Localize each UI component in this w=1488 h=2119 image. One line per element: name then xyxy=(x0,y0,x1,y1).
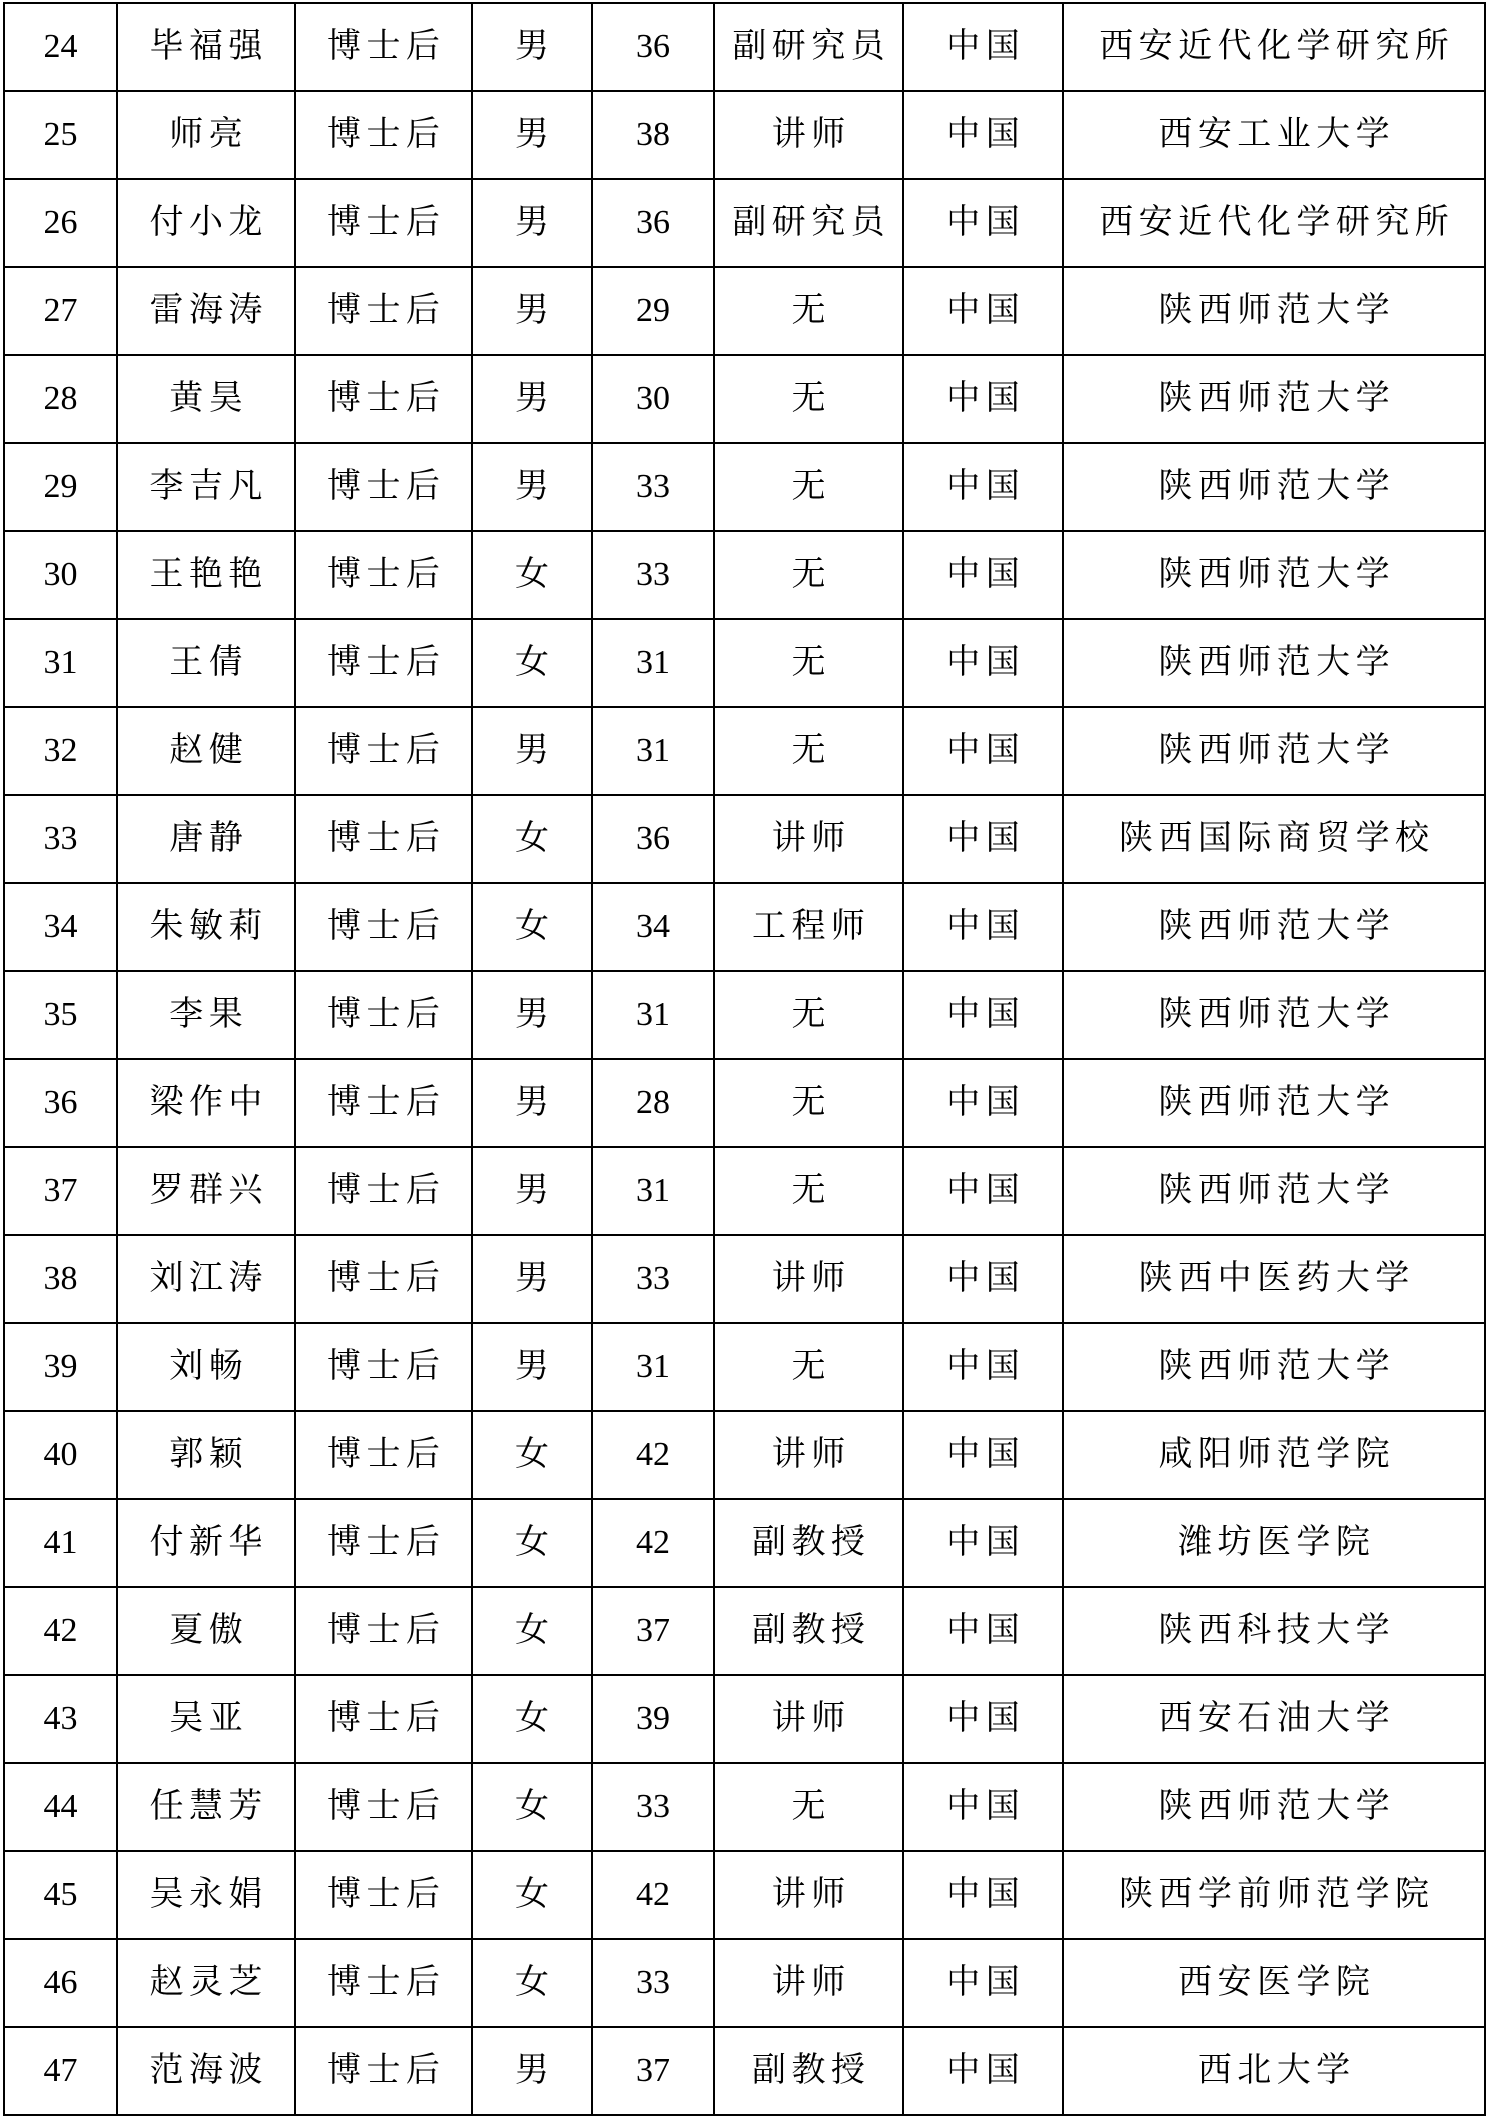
cell-gender: 女 xyxy=(472,1851,592,1939)
cell-number: 27 xyxy=(4,267,117,355)
cell-age: 39 xyxy=(592,1675,714,1763)
cell-degree: 博士后 xyxy=(295,1235,472,1323)
cell-country: 中国 xyxy=(903,1499,1063,1587)
cell-country: 中国 xyxy=(903,1587,1063,1675)
cell-age: 36 xyxy=(592,3,714,91)
cell-number: 35 xyxy=(4,971,117,1059)
cell-number: 28 xyxy=(4,355,117,443)
cell-title: 无 xyxy=(714,1059,903,1147)
cell-gender: 女 xyxy=(472,1587,592,1675)
cell-gender: 男 xyxy=(472,1235,592,1323)
table-row xyxy=(4,2027,1485,2115)
table-row xyxy=(4,1411,1485,1499)
cell-degree: 博士后 xyxy=(295,1763,472,1851)
table-row xyxy=(4,1851,1485,1939)
cell-gender: 男 xyxy=(472,355,592,443)
cell-degree: 博士后 xyxy=(295,1147,472,1235)
cell-gender: 女 xyxy=(472,795,592,883)
cell-degree: 博士后 xyxy=(295,2027,472,2115)
table-row xyxy=(4,1323,1485,1411)
cell-degree: 博士后 xyxy=(295,795,472,883)
cell-country: 中国 xyxy=(903,1675,1063,1763)
cell-country: 中国 xyxy=(903,971,1063,1059)
cell-country: 中国 xyxy=(903,443,1063,531)
cell-name: 梁作中 xyxy=(117,1059,295,1147)
cell-age: 33 xyxy=(592,443,714,531)
cell-degree: 博士后 xyxy=(295,1675,472,1763)
cell-name: 刘畅 xyxy=(117,1323,295,1411)
cell-institution: 西安医学院 xyxy=(1063,1939,1485,2027)
cell-name: 毕福强 xyxy=(117,3,295,91)
cell-number: 37 xyxy=(4,1147,117,1235)
cell-age: 29 xyxy=(592,267,714,355)
cell-name: 朱敏莉 xyxy=(117,883,295,971)
cell-title: 无 xyxy=(714,355,903,443)
cell-age: 37 xyxy=(592,2027,714,2115)
cell-country: 中国 xyxy=(903,619,1063,707)
cell-institution: 咸阳师范学院 xyxy=(1063,1411,1485,1499)
cell-number: 38 xyxy=(4,1235,117,1323)
cell-name: 李果 xyxy=(117,971,295,1059)
cell-age: 28 xyxy=(592,1059,714,1147)
cell-title: 讲师 xyxy=(714,1235,903,1323)
cell-gender: 男 xyxy=(472,2027,592,2115)
cell-institution: 潍坊医学院 xyxy=(1063,1499,1485,1587)
table-body xyxy=(4,3,1485,2115)
cell-title: 无 xyxy=(714,619,903,707)
cell-number: 30 xyxy=(4,531,117,619)
cell-degree: 博士后 xyxy=(295,1939,472,2027)
cell-degree: 博士后 xyxy=(295,1587,472,1675)
cell-country: 中国 xyxy=(903,267,1063,355)
cell-degree: 博士后 xyxy=(295,1851,472,1939)
cell-gender: 女 xyxy=(472,1939,592,2027)
table-row xyxy=(4,531,1485,619)
cell-age: 42 xyxy=(592,1499,714,1587)
cell-country: 中国 xyxy=(903,1939,1063,2027)
cell-age: 31 xyxy=(592,1323,714,1411)
cell-gender: 男 xyxy=(472,971,592,1059)
table-row xyxy=(4,267,1485,355)
table-row xyxy=(4,1587,1485,1675)
cell-number: 44 xyxy=(4,1763,117,1851)
cell-gender: 男 xyxy=(472,1147,592,1235)
cell-institution: 陕西科技大学 xyxy=(1063,1587,1485,1675)
cell-number: 43 xyxy=(4,1675,117,1763)
cell-title: 工程师 xyxy=(714,883,903,971)
cell-title: 讲师 xyxy=(714,1939,903,2027)
cell-title: 讲师 xyxy=(714,795,903,883)
cell-age: 42 xyxy=(592,1411,714,1499)
cell-number: 42 xyxy=(4,1587,117,1675)
cell-age: 33 xyxy=(592,1235,714,1323)
cell-name: 罗群兴 xyxy=(117,1147,295,1235)
cell-name: 付新华 xyxy=(117,1499,295,1587)
cell-institution: 陕西学前师范学院 xyxy=(1063,1851,1485,1939)
cell-institution: 陕西师范大学 xyxy=(1063,267,1485,355)
cell-title: 副研究员 xyxy=(714,179,903,267)
cell-number: 32 xyxy=(4,707,117,795)
cell-name: 吴永娟 xyxy=(117,1851,295,1939)
table-row xyxy=(4,3,1485,91)
cell-age: 36 xyxy=(592,795,714,883)
cell-age: 31 xyxy=(592,707,714,795)
cell-country: 中国 xyxy=(903,2027,1063,2115)
cell-degree: 博士后 xyxy=(295,179,472,267)
table-row xyxy=(4,1499,1485,1587)
personnel-table xyxy=(3,2,1486,2116)
table-row xyxy=(4,443,1485,531)
table-row xyxy=(4,707,1485,795)
cell-institution: 陕西师范大学 xyxy=(1063,883,1485,971)
table-row xyxy=(4,1235,1485,1323)
cell-institution: 陕西师范大学 xyxy=(1063,443,1485,531)
cell-degree: 博士后 xyxy=(295,883,472,971)
cell-number: 29 xyxy=(4,443,117,531)
table-row xyxy=(4,1675,1485,1763)
cell-name: 师亮 xyxy=(117,91,295,179)
cell-title: 无 xyxy=(714,1763,903,1851)
cell-institution: 陕西师范大学 xyxy=(1063,531,1485,619)
cell-age: 36 xyxy=(592,179,714,267)
table-row xyxy=(4,619,1485,707)
cell-gender: 男 xyxy=(472,1059,592,1147)
cell-number: 39 xyxy=(4,1323,117,1411)
cell-name: 付小龙 xyxy=(117,179,295,267)
table-row xyxy=(4,179,1485,267)
cell-gender: 男 xyxy=(472,443,592,531)
cell-degree: 博士后 xyxy=(295,531,472,619)
cell-age: 33 xyxy=(592,531,714,619)
cell-title: 讲师 xyxy=(714,1675,903,1763)
table-row xyxy=(4,355,1485,443)
cell-name: 唐静 xyxy=(117,795,295,883)
cell-gender: 男 xyxy=(472,707,592,795)
cell-degree: 博士后 xyxy=(295,355,472,443)
cell-title: 副研究员 xyxy=(714,3,903,91)
table-row xyxy=(4,1147,1485,1235)
cell-age: 37 xyxy=(592,1587,714,1675)
cell-age: 30 xyxy=(592,355,714,443)
cell-country: 中国 xyxy=(903,1323,1063,1411)
cell-number: 33 xyxy=(4,795,117,883)
cell-gender: 男 xyxy=(472,1323,592,1411)
cell-gender: 男 xyxy=(472,179,592,267)
cell-number: 25 xyxy=(4,91,117,179)
cell-gender: 女 xyxy=(472,1411,592,1499)
cell-age: 33 xyxy=(592,1763,714,1851)
cell-degree: 博士后 xyxy=(295,3,472,91)
cell-number: 34 xyxy=(4,883,117,971)
cell-gender: 男 xyxy=(472,267,592,355)
cell-institution: 西安近代化学研究所 xyxy=(1063,179,1485,267)
cell-title: 副教授 xyxy=(714,1499,903,1587)
table-row xyxy=(4,795,1485,883)
cell-age: 31 xyxy=(592,619,714,707)
cell-gender: 女 xyxy=(472,531,592,619)
cell-name: 赵健 xyxy=(117,707,295,795)
cell-number: 36 xyxy=(4,1059,117,1147)
cell-name: 刘江涛 xyxy=(117,1235,295,1323)
cell-institution: 陕西师范大学 xyxy=(1063,1059,1485,1147)
cell-number: 41 xyxy=(4,1499,117,1587)
cell-name: 赵灵芝 xyxy=(117,1939,295,2027)
cell-title: 无 xyxy=(714,443,903,531)
table-row xyxy=(4,91,1485,179)
cell-name: 雷海涛 xyxy=(117,267,295,355)
cell-age: 38 xyxy=(592,91,714,179)
cell-country: 中国 xyxy=(903,883,1063,971)
cell-name: 黄昊 xyxy=(117,355,295,443)
cell-institution: 陕西师范大学 xyxy=(1063,1763,1485,1851)
cell-name: 郭颖 xyxy=(117,1411,295,1499)
cell-country: 中国 xyxy=(903,1059,1063,1147)
table-row xyxy=(4,1939,1485,2027)
cell-degree: 博士后 xyxy=(295,1059,472,1147)
cell-name: 范海波 xyxy=(117,2027,295,2115)
cell-name: 夏傲 xyxy=(117,1587,295,1675)
cell-number: 24 xyxy=(4,3,117,91)
cell-country: 中国 xyxy=(903,1763,1063,1851)
table-row xyxy=(4,883,1485,971)
cell-number: 31 xyxy=(4,619,117,707)
cell-institution: 陕西中医药大学 xyxy=(1063,1235,1485,1323)
cell-gender: 女 xyxy=(472,883,592,971)
cell-institution: 陕西师范大学 xyxy=(1063,707,1485,795)
table-row xyxy=(4,971,1485,1059)
cell-name: 任慧芳 xyxy=(117,1763,295,1851)
cell-institution: 陕西师范大学 xyxy=(1063,619,1485,707)
cell-number: 40 xyxy=(4,1411,117,1499)
cell-age: 33 xyxy=(592,1939,714,2027)
cell-title: 讲师 xyxy=(714,91,903,179)
cell-gender: 女 xyxy=(472,1763,592,1851)
cell-country: 中国 xyxy=(903,1411,1063,1499)
table-row xyxy=(4,1059,1485,1147)
cell-age: 42 xyxy=(592,1851,714,1939)
cell-title: 无 xyxy=(714,971,903,1059)
cell-number: 45 xyxy=(4,1851,117,1939)
cell-degree: 博士后 xyxy=(295,619,472,707)
cell-number: 26 xyxy=(4,179,117,267)
cell-country: 中国 xyxy=(903,707,1063,795)
cell-gender: 女 xyxy=(472,1499,592,1587)
cell-country: 中国 xyxy=(903,1235,1063,1323)
cell-degree: 博士后 xyxy=(295,971,472,1059)
cell-institution: 陕西师范大学 xyxy=(1063,1323,1485,1411)
cell-country: 中国 xyxy=(903,355,1063,443)
cell-title: 副教授 xyxy=(714,2027,903,2115)
cell-degree: 博士后 xyxy=(295,267,472,355)
cell-institution: 陕西师范大学 xyxy=(1063,355,1485,443)
cell-gender: 女 xyxy=(472,619,592,707)
cell-institution: 西安石油大学 xyxy=(1063,1675,1485,1763)
cell-gender: 男 xyxy=(472,3,592,91)
cell-title: 副教授 xyxy=(714,1587,903,1675)
cell-institution: 陕西师范大学 xyxy=(1063,971,1485,1059)
cell-number: 47 xyxy=(4,2027,117,2115)
cell-name: 王艳艳 xyxy=(117,531,295,619)
cell-institution: 西北大学 xyxy=(1063,2027,1485,2115)
cell-country: 中国 xyxy=(903,795,1063,883)
cell-title: 无 xyxy=(714,531,903,619)
cell-country: 中国 xyxy=(903,91,1063,179)
cell-gender: 男 xyxy=(472,91,592,179)
cell-title: 无 xyxy=(714,1323,903,1411)
cell-institution: 西安近代化学研究所 xyxy=(1063,3,1485,91)
cell-institution: 陕西国际商贸学校 xyxy=(1063,795,1485,883)
cell-name: 王倩 xyxy=(117,619,295,707)
cell-country: 中国 xyxy=(903,1851,1063,1939)
cell-title: 讲师 xyxy=(714,1851,903,1939)
cell-degree: 博士后 xyxy=(295,1499,472,1587)
cell-country: 中国 xyxy=(903,3,1063,91)
cell-gender: 女 xyxy=(472,1675,592,1763)
cell-degree: 博士后 xyxy=(295,91,472,179)
cell-country: 中国 xyxy=(903,1147,1063,1235)
cell-degree: 博士后 xyxy=(295,707,472,795)
cell-degree: 博士后 xyxy=(295,1411,472,1499)
cell-age: 31 xyxy=(592,971,714,1059)
cell-age: 34 xyxy=(592,883,714,971)
cell-institution: 陕西师范大学 xyxy=(1063,1147,1485,1235)
cell-number: 46 xyxy=(4,1939,117,2027)
cell-degree: 博士后 xyxy=(295,1323,472,1411)
cell-institution: 西安工业大学 xyxy=(1063,91,1485,179)
table-row xyxy=(4,1763,1485,1851)
cell-country: 中国 xyxy=(903,179,1063,267)
cell-title: 无 xyxy=(714,267,903,355)
cell-title: 无 xyxy=(714,1147,903,1235)
cell-name: 李吉凡 xyxy=(117,443,295,531)
cell-degree: 博士后 xyxy=(295,443,472,531)
cell-name: 吴亚 xyxy=(117,1675,295,1763)
cell-country: 中国 xyxy=(903,531,1063,619)
cell-title: 无 xyxy=(714,707,903,795)
cell-age: 31 xyxy=(592,1147,714,1235)
cell-title: 讲师 xyxy=(714,1411,903,1499)
